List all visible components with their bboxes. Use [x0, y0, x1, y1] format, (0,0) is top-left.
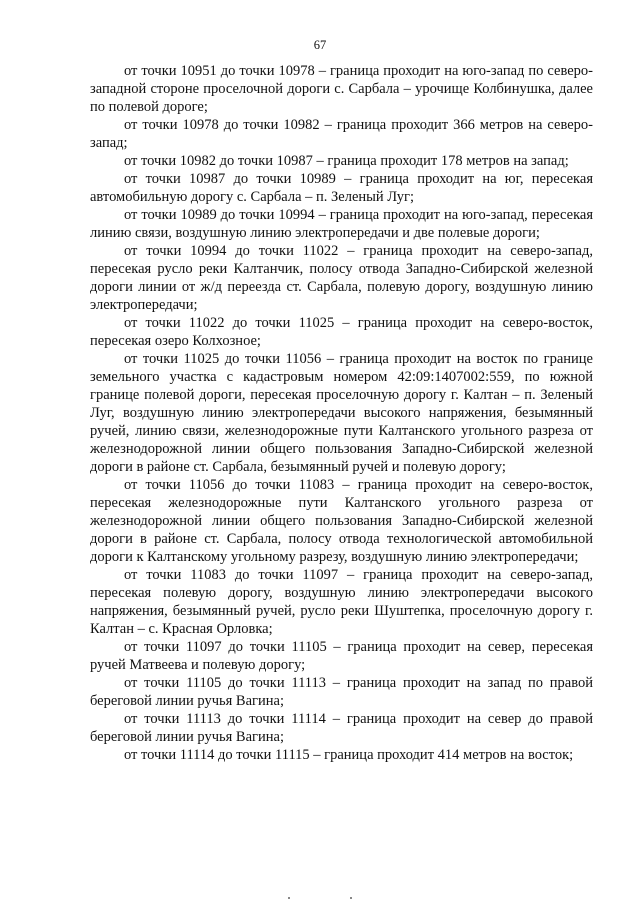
page-number: 67: [313, 38, 327, 52]
paragraph: от точки 11022 до точки 11025 – граница проходит на северо-восток, пересекая озеро Колхозное;: [90, 315, 593, 349]
paragraph: от точки 11025 до точки 11056 – граница проходит на восток по границе земельного участка с кадастровым номером 42:09:1407002:559, по южной границе полевой дороги, пересекая проселочную дорогу г. Калтан – п. Зеленый Луг, воздушную линию электропередачи высокого напряжения, безымянный ручей, линию связи, железнодорожные пути Калтанского угольного разреза от железнодорожной линии общего пользования Западно-Сибирской железной дороги в районе ст. Сарбала, безымянный ручей и полевую дорогу;: [90, 351, 593, 475]
scan-marks: [0, 893, 640, 905]
paragraph: от точки 11105 до точки 11113 – граница проходит на запад по правой береговой линии ручья Вагина;: [90, 675, 593, 709]
paragraph: от точки 11056 до точки 11083 – граница проходит на северо-восток, пересекая железнодорожные пути Калтанского угольного разреза от железнодорожной линии общего пользования Западно-Сибирской железной дороги в районе ст. Сарбала, полосу отвода технологической автомобильной дороги к Калтанскому угольному разрезу, воздушную линию электропередачи;: [90, 477, 593, 565]
paragraph: от точки 10978 до точки 10982 – граница проходит 366 метров на северо-запад;: [90, 117, 593, 151]
paragraph: от точки 11113 до точки 11114 – граница проходит на север до правой береговой линии ручья Вагина;: [90, 711, 593, 745]
paragraph: от точки 10994 до точки 11022 – граница проходит на северо-запад, пересекая русло реки Калтанчик, полосу отвода Западно-Сибирской железной дороги линии от ж/д переезда ст. Сарбала, полевую дорогу, воздушную линию электропередачи;: [90, 243, 593, 313]
paragraph: от точки 10987 до точки 10989 – граница проходит на юг, пересекая автомобильную дорогу с. Сарбала – п. Зеленый Луг;: [90, 171, 593, 205]
paragraph: от точки 10951 до точки 10978 – граница проходит на юго-запад по северо-западной стороне проселочной дороги с. Сарбала – урочище Колбинушка, далее по полевой дороге;: [90, 63, 593, 115]
paragraph: от точки 10982 до точки 10987 – граница проходит 178 метров на запад;: [124, 153, 569, 169]
scan-dot: [288, 897, 290, 899]
document-body: [90, 62, 593, 764]
paragraph: от точки 11114 до точки 11115 – граница проходит 414 метров на восток;: [124, 747, 574, 763]
paragraph: от точки 11097 до точки 11105 – граница проходит на север, пересекая ручей Матвеева и полевую дорогу;: [90, 639, 593, 673]
paragraph: от точки 11083 до точки 11097 – граница проходит на северо-запад, пересекая полевую дорогу, воздушную линию электропередачи высокого напряжения, безымянный ручей, русло реки Шуштепка, проселочную дорогу г. Калтан – с. Красная Орловка;: [90, 567, 593, 637]
scan-dot: [350, 897, 352, 899]
paragraph: от точки 10989 до точки 10994 – граница проходит на юго-запад, пересекая линию связи, воздушную линию электропередачи и две полевые дороги;: [90, 207, 593, 241]
